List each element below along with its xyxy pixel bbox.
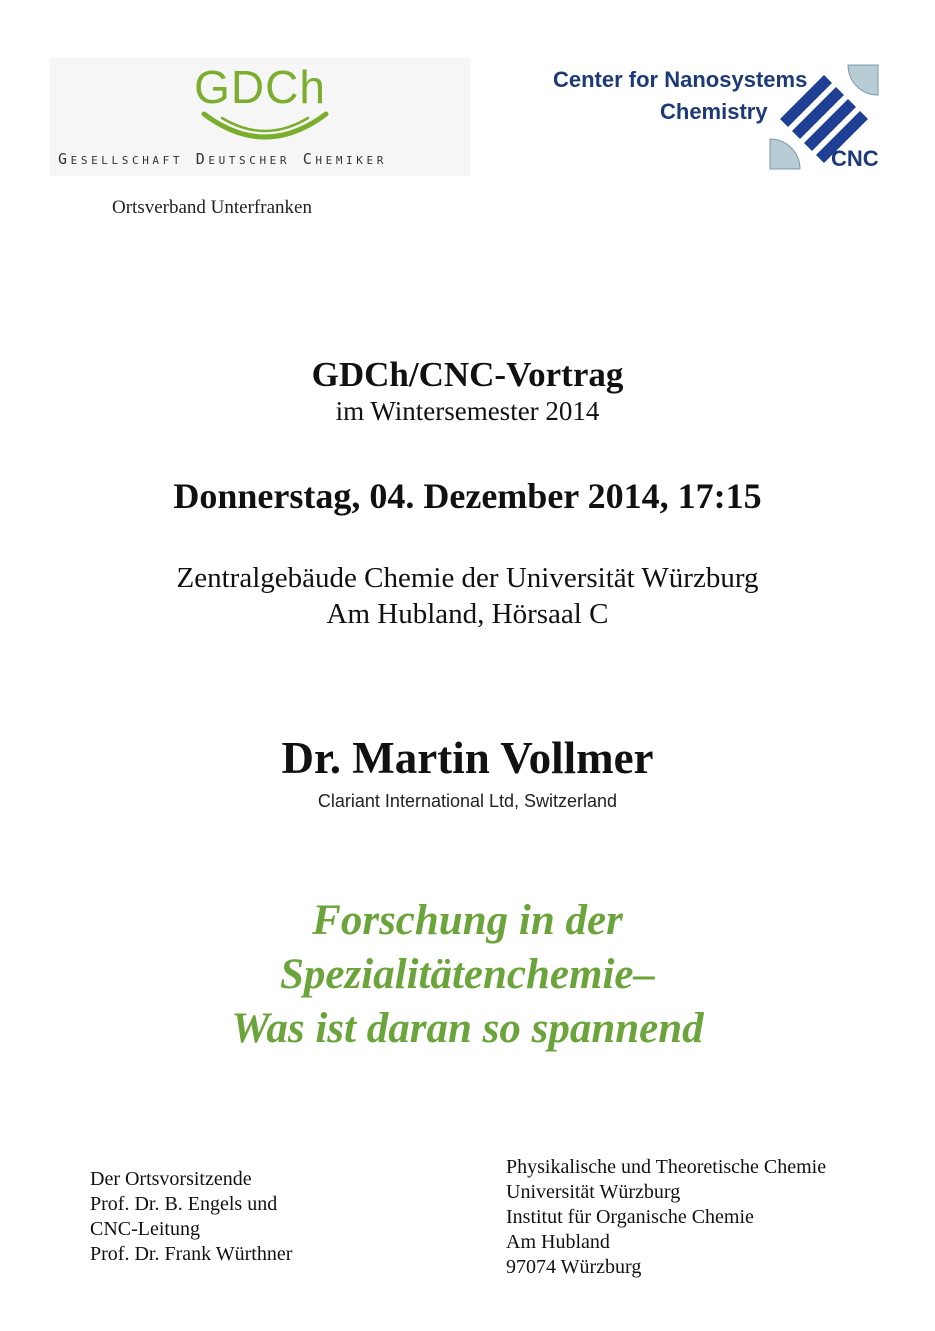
ortsverband-label: Ortsverband Unterfranken (112, 197, 312, 218)
gdch-logo (50, 58, 470, 176)
venue-line-1: Zentralgebäude Chemie der Universität Würzburg (176, 562, 759, 594)
talk-title-line: Forschung in der (312, 897, 623, 944)
footer-left-line: Prof. Dr. B. Engels und (90, 1193, 278, 1215)
footer-right-line: Institut für Organische Chemie (506, 1206, 754, 1228)
venue-line-2: Am Hubland, Hörsaal C (326, 598, 609, 630)
talk-title-line: Was ist daran so spannend (231, 1005, 704, 1052)
event-datetime: Donnerstag, 04. Dezember 2014, 17:15 (173, 476, 762, 516)
footer-right-line: 97074 Würzburg (506, 1256, 642, 1278)
cnc-title-line2: Chemistry (660, 99, 768, 124)
footer-left-line: CNC-Leitung (90, 1218, 200, 1240)
event-semester: im Wintersemester 2014 (335, 396, 600, 426)
footer-right-line: Am Hubland (506, 1231, 610, 1253)
footer-organizers (90, 1167, 292, 1267)
footer-right-line: Physikalische und Theoretische Chemie (506, 1156, 827, 1178)
footer-right-line: Universität Würzburg (506, 1181, 681, 1203)
gdch-wordmark: GDCh (194, 61, 326, 113)
footer-left-line: Prof. Dr. Frank Würthner (90, 1243, 293, 1265)
speaker-affiliation: Clariant International Ltd, Switzerland (317, 791, 618, 811)
talk-title-line: Spezialitätenchemie– (279, 951, 656, 998)
footer-address (506, 1155, 826, 1280)
gdch-tagline (58, 150, 470, 168)
event-title: GDCh/CNC-Vortrag (311, 355, 624, 394)
footer-left-line: Der Ortsvorsitzende (90, 1168, 252, 1190)
gdch-tagline-text: Gesellschaft Deutscher Chemiker (58, 150, 387, 168)
gdch-swoosh-icon (200, 110, 330, 150)
cnc-title-line1: Center for Nanosystems (553, 67, 808, 92)
cnc-acronym: CNC (831, 146, 879, 171)
speaker-name: Dr. Martin Vollmer (281, 733, 654, 783)
